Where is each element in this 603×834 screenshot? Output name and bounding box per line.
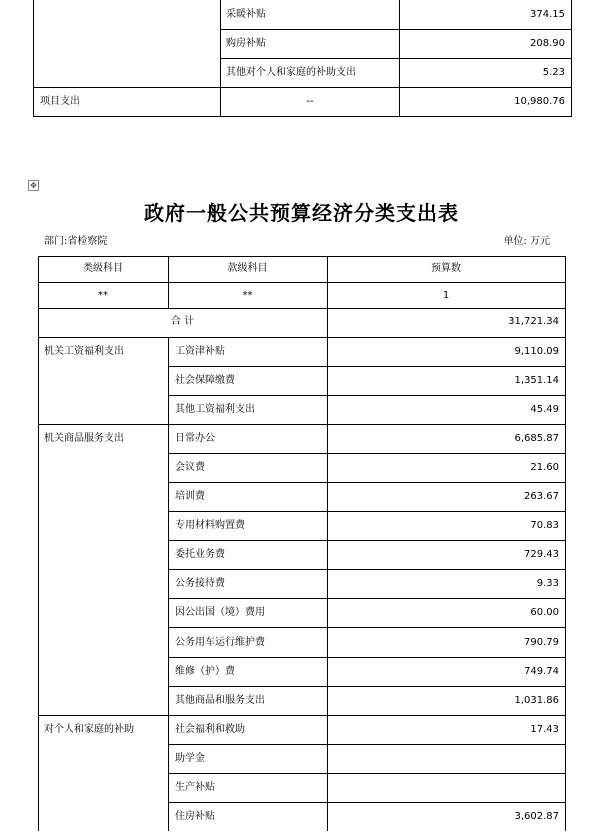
code-col3: 1 bbox=[442, 290, 450, 301]
top-row-sub: 购房补贴 bbox=[226, 38, 266, 49]
unit-label: 单位: 万元 bbox=[503, 236, 550, 247]
department-label: 部门:省检察院 bbox=[44, 236, 108, 247]
subcategory-label: 社会福利和救助 bbox=[175, 723, 245, 735]
top-row-amount: 5.23 bbox=[542, 67, 565, 78]
amount-value: 1,351.14 bbox=[514, 375, 559, 387]
subcategory-label: 住房补贴 bbox=[175, 810, 215, 822]
subcategory-label: 专用材料购置费 bbox=[175, 520, 245, 532]
project-row-sub: -- bbox=[306, 96, 314, 107]
amount-value: 70.83 bbox=[530, 520, 559, 532]
subcategory-label: 其他工资福利支出 bbox=[175, 404, 255, 416]
subcategory-label: 因公出国（境）费用 bbox=[175, 607, 265, 619]
project-row-category: 项目支出 bbox=[40, 96, 80, 107]
subcategory-label: 社会保障缴费 bbox=[175, 375, 235, 387]
amount-value: 6,685.87 bbox=[514, 433, 559, 445]
page-title: 政府一般公共预算经济分类支出表 bbox=[144, 201, 459, 225]
subcategory-label: 维修（护）费 bbox=[175, 665, 235, 677]
move-anchor-icon[interactable]: ✥ bbox=[28, 180, 39, 191]
amount-value: 263.67 bbox=[524, 491, 559, 503]
project-row-amount: 10,980.76 bbox=[514, 96, 565, 107]
subcategory-label: 日常办公 bbox=[175, 433, 215, 445]
subcategory-label: 其他商品和服务支出 bbox=[175, 694, 265, 706]
amount-value: 9,110.09 bbox=[514, 346, 559, 357]
amount-value: 17.43 bbox=[530, 723, 559, 735]
amount-value: 729.43 bbox=[524, 549, 559, 561]
amount-value: 60.00 bbox=[530, 607, 559, 619]
amount-value: 45.49 bbox=[530, 404, 559, 416]
total-amount: 31,721.34 bbox=[508, 316, 559, 327]
subcategory-label: 公务用车运行维护费 bbox=[175, 636, 265, 648]
amount-value: 790.79 bbox=[524, 636, 559, 648]
subcategory-label: 公务接待费 bbox=[175, 578, 225, 590]
code-col1: ** bbox=[98, 290, 108, 301]
header-col3: 预算数 bbox=[431, 263, 461, 274]
subcategory-label: 助学金 bbox=[175, 752, 205, 764]
top-row-sub: 采暖补贴 bbox=[226, 9, 266, 20]
category-label: 对个人和家庭的补助 bbox=[44, 723, 134, 735]
category-label: 机关商品服务支出 bbox=[44, 433, 124, 445]
header-col1: 类级科目 bbox=[83, 263, 123, 274]
subcategory-label: 生产补贴 bbox=[175, 781, 215, 793]
top-row-sub: 其他对个人和家庭的补助支出 bbox=[226, 67, 356, 78]
top-row-amount: 374.15 bbox=[530, 9, 565, 20]
subcategory-label: 培训费 bbox=[175, 491, 205, 503]
header-col2: 款级科目 bbox=[227, 263, 268, 274]
amount-value: 21.60 bbox=[530, 462, 559, 474]
subcategory-label: 会议费 bbox=[175, 462, 205, 474]
amount-value: 9.33 bbox=[536, 578, 559, 590]
amount-value: 3,602.87 bbox=[514, 810, 559, 822]
code-col2: ** bbox=[242, 290, 253, 301]
amount-value: 1,031.86 bbox=[514, 694, 559, 706]
top-row-amount: 208.90 bbox=[530, 38, 565, 49]
total-label: 合 计 bbox=[170, 316, 195, 327]
subcategory-label: 委托业务费 bbox=[175, 549, 225, 561]
amount-value: 749.74 bbox=[524, 665, 559, 677]
category-label: 机关工资福利支出 bbox=[44, 346, 124, 357]
subcategory-label: 工资津补贴 bbox=[175, 346, 225, 357]
